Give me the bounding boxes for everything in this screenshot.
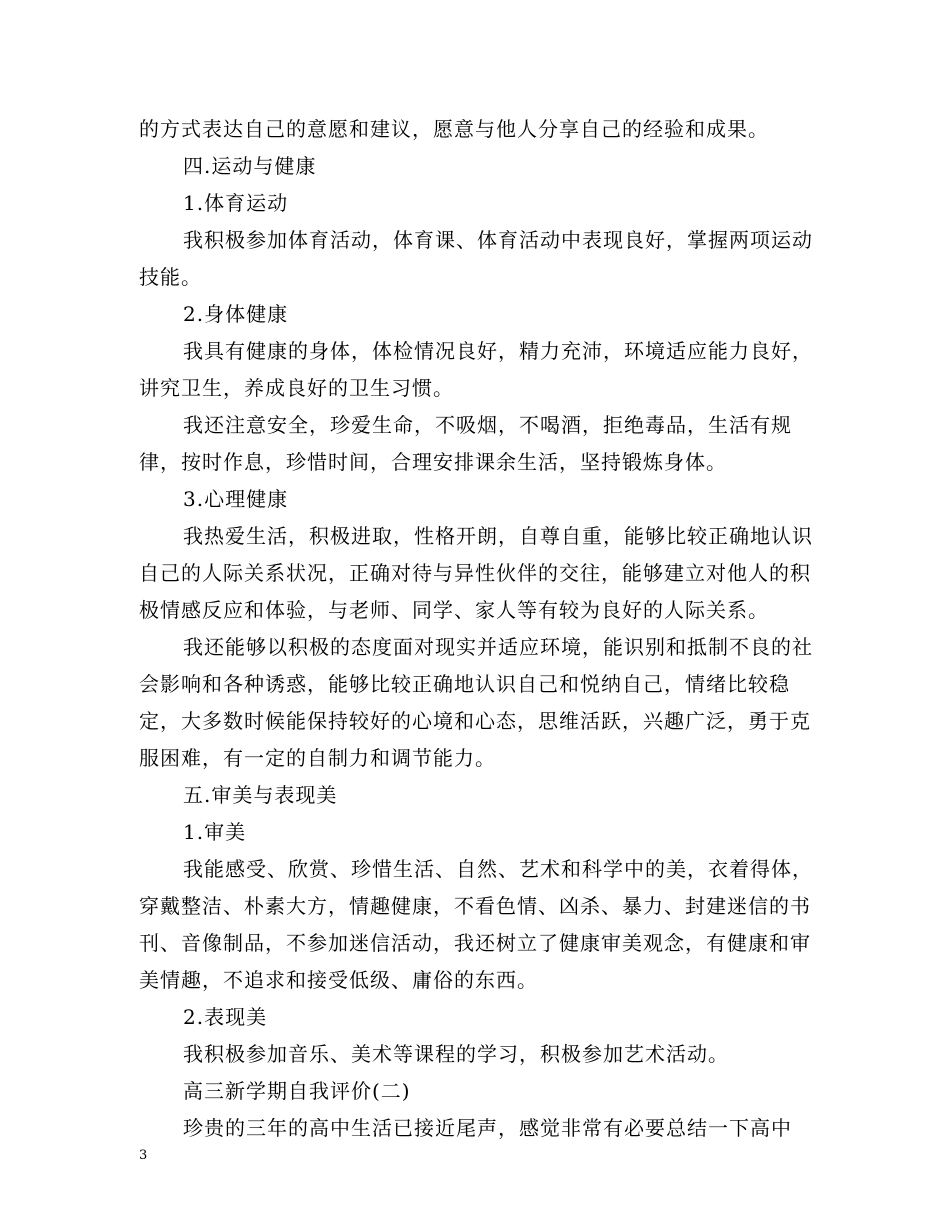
section-heading-aesthetics: 五.审美与表现美 <box>183 783 338 807</box>
subheading-aesthetics: 1.审美 <box>183 820 247 844</box>
paragraph-safety: 我还注意安全，珍爱生命，不吸烟，不喝酒，拒绝毒品，生活有规律，按时作息，珍惜时间，合理安排课余生活，坚持锻炼身体。 <box>139 413 792 474</box>
subheading-mental-health: 3.心理健康 <box>183 487 289 511</box>
page-number: 3 <box>139 1148 148 1163</box>
subheading-physical-exercise: 1.体育运动 <box>183 191 289 215</box>
subheading-expression: 2.表现美 <box>183 1005 268 1029</box>
paragraph-physical-health: 我具有健康的身体，体检情况良好，精力充沛，环境适应能力良好，讲究卫生，养成良好的卫生习惯。 <box>139 339 813 400</box>
paragraph-physical-exercise: 我积极参加体育活动，体育课、体育活动中表现良好，掌握两项运动技能。 <box>139 228 813 289</box>
paragraph-closing: 珍贵的三年的高中生活已接近尾声，感觉非常有必要总结一下高中 <box>183 1116 792 1140</box>
paragraph-adaptation: 我还能够以积极的态度面对现实并适应环境，能识别和抵制不良的社会影响和各种诱惑，能够比较正确地认识自己和悦纳自己，情绪比较稳定，大多数时候能保持较好的心境和心态，思维活跃，兴趣广泛，勇于克服困难，有一定的自制力和调节能力。 <box>139 635 813 770</box>
paragraph-aesthetics: 我能感受、欣赏、珍惜生活、自然、艺术和科学中的美，衣着得体，穿戴整洁、朴素大方，情趣健康，不看色情、凶杀、暴力、封建迷信的书刊、音像制品，不参加迷信活动，我还树立了健康审美观念，有健康和审美情趣，不追求和接受低级、庸俗的东西。 <box>139 857 813 992</box>
subheading-physical-health: 2.身体健康 <box>183 302 289 326</box>
section-heading-sports-health: 四.运动与健康 <box>183 154 317 178</box>
paragraph-expression: 我积极参加音乐、美术等课程的学习，积极参加艺术活动。 <box>183 1042 729 1066</box>
heading-self-evaluation-two: 高三新学期自我评价(二) <box>183 1079 411 1103</box>
document-body <box>139 111 827 1147</box>
paragraph-continued: 的方式表达自己的意愿和建议，愿意与他人分享自己的经验和成果。 <box>139 117 769 141</box>
paragraph-mental-health: 我热爱生活，积极进取，性格开朗，自尊自重，能够比较正确地认识自己的人际关系状况，正确对待与异性伙伴的交往，能够建立对他人的积极情感反应和体验，与老师、同学、家人等有较为良好的人际关系。 <box>139 524 813 622</box>
